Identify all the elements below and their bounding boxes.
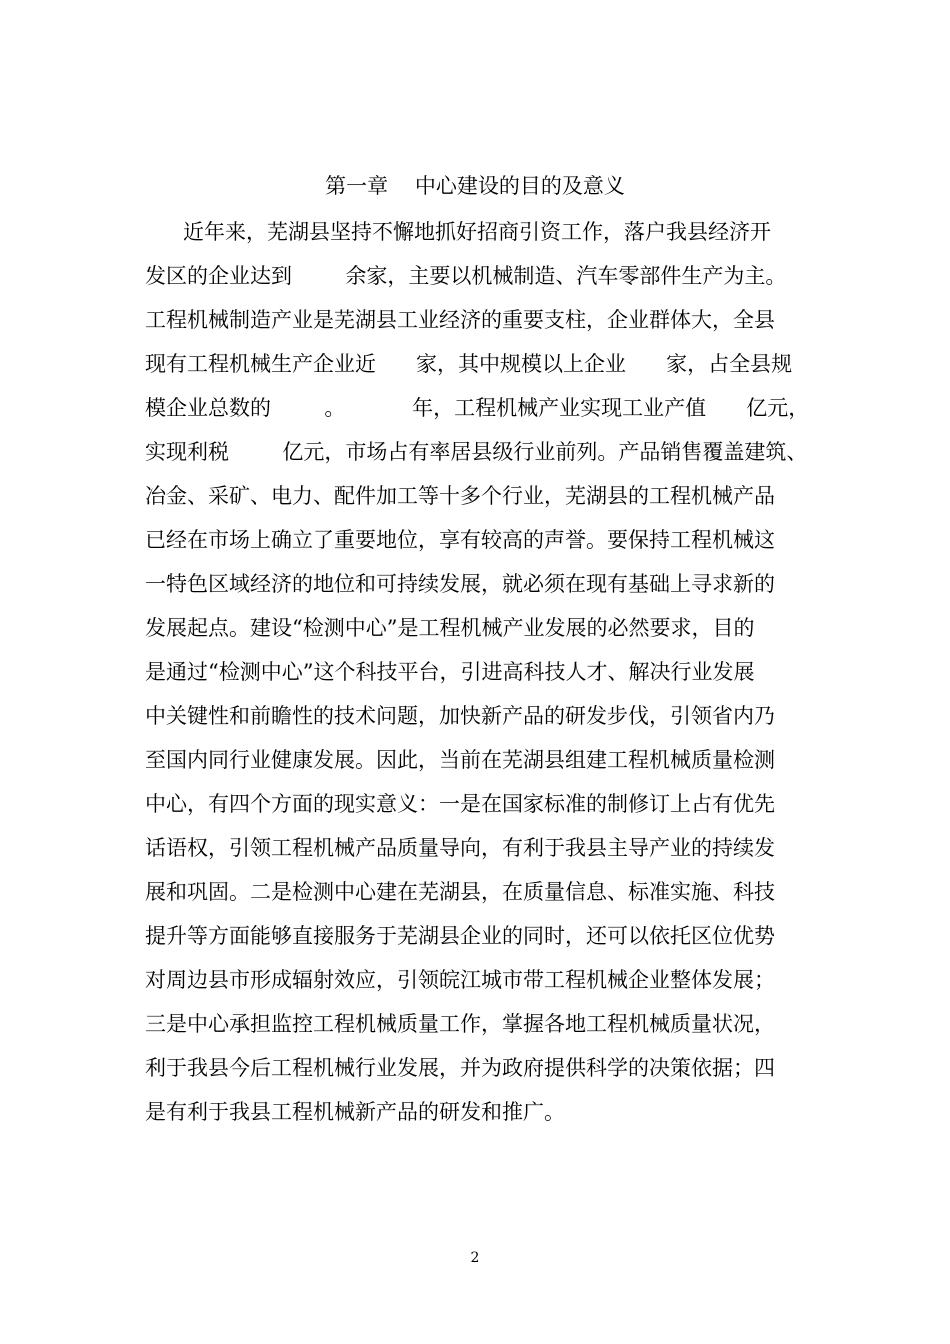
body-paragraph [145, 210, 815, 1134]
paragraph-line: 对周边县市形成辐射效应，引领皖江城市带工程机械企业整体发展； [145, 968, 775, 992]
paragraph-line: 冶金、采矿、电力、配件加工等十多个行业，芜湖县的工程机械产品 [145, 484, 775, 508]
paragraph-line: 利于我县今后工程机械行业发展，并为政府提供科学的决策依据；四 [145, 1056, 775, 1080]
paragraph-line: 模企业总数的 。 年，工程机械产业实现工业产值 亿元， [145, 396, 810, 420]
paragraph-line: 实现利税 亿元，市场占有率居县级行业前列。产品销售覆盖建筑、 [145, 440, 808, 464]
paragraph-line: 近年来，芜湖县坚持不懈地抓好招商引资工作，落户我县经济开 [183, 220, 771, 244]
paragraph-line: 中关键性和前瞻性的技术问题，加快新产品的研发步伐，引领省内乃 [145, 704, 775, 728]
paragraph-line: 工程机械制造产业是芜湖县工业经济的重要支柱，企业群体大，全县 [145, 308, 775, 332]
paragraph-line: 三是中心承担监控工程机械质量工作，掌握各地工程机械质量状况， [145, 1012, 775, 1036]
paragraph-line: 现有工程机械生产企业近 家，其中规模以上企业 家，占全县规 [145, 352, 793, 376]
paragraph-line: 话语权，引领工程机械产品质量导向，有利于我县主导产业的持续发 [145, 836, 775, 860]
page-number: 2 [470, 1250, 480, 1266]
paragraph-line: 已经在市场上确立了重要地位，享有较高的声誉。要保持工程机械这 [145, 528, 775, 552]
paragraph-line: 发展起点。建设“检测中心”是工程机械产业发展的必然要求，目的 [145, 616, 755, 640]
chapter-title: 第一章 中心建设的目的及意义 [325, 174, 625, 198]
paragraph-line: 一特色区域经济的地位和可持续发展，就必须在现有基础上寻求新的 [145, 572, 775, 596]
paragraph-line: 中心，有四个方面的现实意义：一是在国家标准的制修订上占有优先 [145, 792, 775, 816]
paragraph-line: 展和巩固。二是检测中心建在芜湖县，在质量信息、标准实施、科技 [145, 880, 775, 904]
paragraph-line: 至国内同行业健康发展。因此，当前在芜湖县组建工程机械质量检测 [145, 748, 775, 772]
paragraph-line: 是通过“检测中心”这个科技平台，引进高科技人才、解决行业发展 [145, 660, 755, 684]
paragraph-line: 发区的企业达到 余家，主要以机械制造、汽车零部件生产为主。 [145, 264, 787, 288]
paragraph-line: 是有利于我县工程机械新产品的研发和推广。 [145, 1100, 565, 1124]
paragraph-line: 提升等方面能够直接服务于芜湖县企业的同时，还可以依托区位优势 [145, 924, 775, 948]
